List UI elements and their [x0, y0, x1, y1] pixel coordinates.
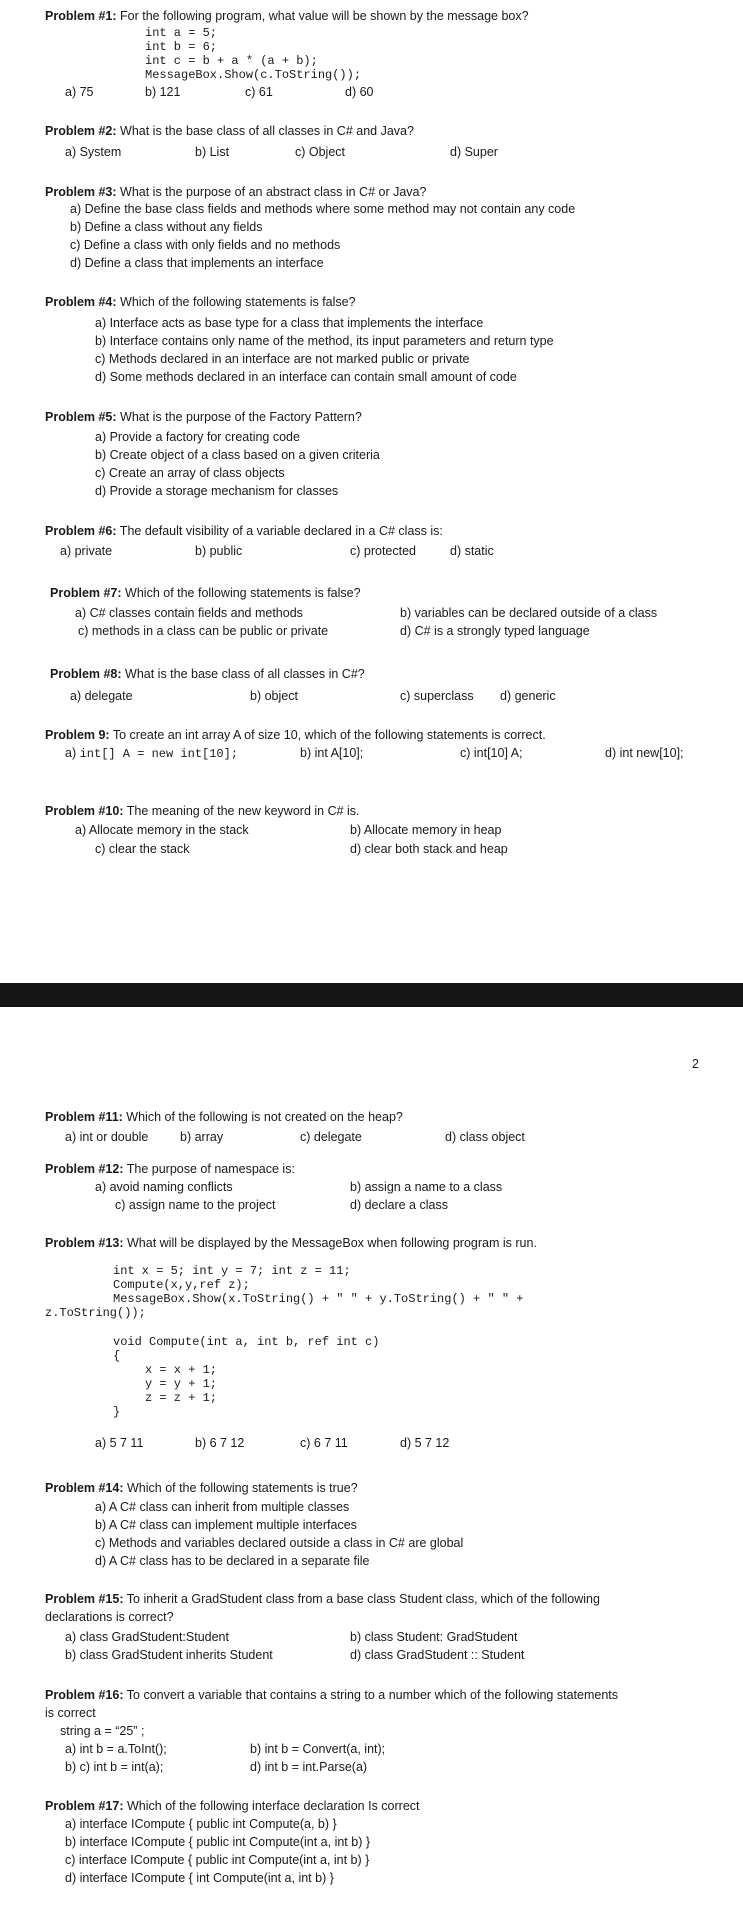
q6-option-d[interactable]: d) static: [450, 544, 494, 558]
q17-stem: [45, 1799, 420, 1813]
q2-option-c[interactable]: c) Object: [295, 145, 346, 159]
q9-option-c[interactable]: c) int[10] A;: [460, 746, 523, 760]
q15-stem: [45, 1592, 600, 1606]
q6-option-a[interactable]: a) private: [60, 544, 113, 558]
q4-label: Problem #4:: [45, 295, 117, 309]
q13-option-a[interactable]: a) 5 7 11: [95, 1436, 144, 1450]
q6-label: Problem #6:: [45, 524, 117, 538]
q14-option-b[interactable]: b) A C# class can implement multiple interfaces: [95, 1518, 357, 1532]
page-number: 2: [692, 1057, 699, 1071]
q13-code-line: x = x + 1;: [145, 1363, 218, 1377]
q12-option-d[interactable]: d) declare a class: [350, 1198, 448, 1212]
q7-label: Problem #7:: [50, 586, 122, 600]
q9-option-a-code: int[] A = new int[10];: [79, 747, 239, 761]
q1-option-c[interactable]: c) 61: [245, 85, 273, 99]
q7-stem: [50, 586, 361, 600]
q13-code-line: z.ToString());: [45, 1306, 146, 1320]
q7-text: Which of the following statements is false?: [121, 586, 361, 600]
q13-text: What will be displayed by the MessageBox when following program is run.: [123, 1236, 537, 1250]
q8-text: What is the base class of all classes in C#?: [121, 667, 365, 681]
q9-option-d[interactable]: d) int new[10];: [605, 746, 684, 760]
q10-option-d[interactable]: d) clear both stack and heap: [350, 842, 508, 856]
q3-text: What is the purpose of an abstract class in C# or Java?: [116, 185, 427, 199]
q17-option-a[interactable]: a) interface ICompute { public int Compute(a, b) }: [65, 1817, 337, 1831]
q9-option-a-prefix: a): [65, 746, 80, 760]
q16-option-a[interactable]: a) int b = a.ToInt();: [65, 1742, 167, 1756]
q17-option-c[interactable]: c) interface ICompute { public int Compute(int a, int b) }: [65, 1853, 370, 1867]
q1-label: Problem #1:: [45, 9, 117, 23]
q5-option-c[interactable]: c) Create an array of class objects: [95, 466, 285, 480]
q16-option-c[interactable]: b) c) int b = int(a);: [65, 1760, 164, 1774]
q5-text: What is the purpose of the Factory Pattern?: [116, 410, 362, 424]
q13-option-c[interactable]: c) 6 7 11: [300, 1436, 348, 1450]
q1-option-d[interactable]: d) 60: [345, 85, 374, 99]
q1-code-line: int b = 6;: [145, 40, 218, 54]
q3-option-c[interactable]: c) Define a class with only fields and no methods: [70, 238, 341, 252]
q3-option-b[interactable]: b) Define a class without any fields: [70, 220, 263, 234]
q11-option-b[interactable]: b) array: [180, 1130, 224, 1144]
q17-label: Problem #17:: [45, 1799, 124, 1813]
q14-option-d[interactable]: d) A C# class has to be declared in a separate file: [95, 1554, 370, 1568]
q14-option-c[interactable]: c) Methods and variables declared outside a class in C# are global: [95, 1536, 464, 1550]
q5-option-a[interactable]: a) Provide a factory for creating code: [95, 430, 300, 444]
q17-text: Which of the following interface declaration Is correct: [123, 1799, 420, 1813]
q10-text: The meaning of the new keyword in C# is.: [123, 804, 360, 818]
q9-stem: [45, 728, 546, 742]
q4-option-a[interactable]: a) Interface acts as base type for a class that implements the interface: [95, 316, 484, 330]
q15-option-b[interactable]: b) class Student: GradStudent: [350, 1630, 518, 1644]
q13-code-line: int x = 5; int y = 7; int z = 11;: [113, 1264, 351, 1278]
q11-option-d[interactable]: d) class object: [445, 1130, 525, 1144]
q12-option-b[interactable]: b) assign a name to a class: [350, 1180, 503, 1194]
q1-code-line: MessageBox.Show(c.ToString());: [145, 68, 362, 82]
q14-stem: [45, 1481, 358, 1495]
q13-code-line: z = z + 1;: [145, 1391, 218, 1405]
q16-option-b[interactable]: b) int b = Convert(a, int);: [250, 1742, 386, 1756]
q15-option-b2[interactable]: b) class GradStudent inherits Student: [65, 1648, 273, 1662]
q1-code-line: int a = 5;: [145, 26, 218, 40]
q8-option-d[interactable]: d) generic: [500, 689, 556, 703]
q12-text: The purpose of namespace is:: [123, 1162, 295, 1176]
q14-label: Problem #14:: [45, 1481, 124, 1495]
q16-label: Problem #16:: [45, 1688, 124, 1702]
q13-code-line: MessageBox.Show(x.ToString() + " " + y.ToString() + " " +: [113, 1292, 524, 1306]
q6-stem: [45, 524, 443, 538]
q2-option-a[interactable]: a) System: [65, 145, 122, 159]
q12-option-a[interactable]: a) avoid naming conflicts: [95, 1180, 233, 1194]
q10-option-b[interactable]: b) Allocate memory in heap: [350, 823, 502, 837]
q13-option-d[interactable]: d) 5 7 12: [400, 1436, 450, 1450]
q3-option-d[interactable]: d) Define a class that implements an interface: [70, 256, 324, 270]
q3-label: Problem #3:: [45, 185, 117, 199]
q4-stem: [45, 295, 356, 309]
q12-option-c[interactable]: c) assign name to the project: [115, 1198, 276, 1212]
q14-text: Which of the following statements is true?: [123, 1481, 358, 1495]
q16-stem: [45, 1688, 618, 1702]
q16-given: string a = “25” ;: [60, 1724, 145, 1738]
q6-text: The default visibility of a variable declared in a C# class is:: [116, 524, 443, 538]
q13-option-b[interactable]: b) 6 7 12: [195, 1436, 245, 1450]
q13-stem: [45, 1236, 537, 1250]
q9-label: Problem 9:: [45, 728, 110, 742]
q4-option-b[interactable]: b) Interface contains only name of the method, its input parameters and return type: [95, 334, 554, 348]
q8-option-c[interactable]: c) superclass: [400, 689, 474, 703]
q2-stem: [45, 124, 414, 138]
q10-stem: [45, 804, 360, 818]
q11-text: Which of the following is not created on the heap?: [122, 1110, 403, 1124]
q16-stem-cont: is correct: [45, 1706, 96, 1720]
q17-option-b[interactable]: b) interface ICompute { public int Compute(int a, int b) }: [65, 1835, 371, 1849]
q4-option-d[interactable]: d) Some methods declared in an interface can contain small amount of code: [95, 370, 517, 384]
q11-label: Problem #11:: [45, 1110, 123, 1124]
q13-code-line: void Compute(int a, int b, ref int c): [113, 1335, 380, 1349]
page-separator: [0, 983, 743, 1007]
q10-label: Problem #10:: [45, 804, 124, 818]
q15-stem-cont: declarations is correct?: [45, 1610, 174, 1624]
q8-option-a[interactable]: a) delegate: [70, 689, 133, 703]
q7-option-a[interactable]: a) C# classes contain fields and methods: [75, 606, 303, 620]
q9-option-a[interactable]: [65, 746, 238, 761]
q1-text: For the following program, what value will be shown by the message box?: [116, 9, 529, 23]
q1-option-b[interactable]: b) 121: [145, 85, 181, 99]
q8-option-b[interactable]: b) object: [250, 689, 298, 703]
q13-code-line: {: [113, 1349, 121, 1363]
q2-option-d[interactable]: d) Super: [450, 145, 498, 159]
q5-label: Problem #5:: [45, 410, 117, 424]
q3-stem: [45, 185, 426, 199]
q16-option-d[interactable]: d) int b = int.Parse(a): [250, 1760, 368, 1774]
q8-label: Problem #8:: [50, 667, 122, 681]
q6-option-c[interactable]: c) protected: [350, 544, 417, 558]
q9-text: To create an int array A of size 10, which of the following statements is correct.: [109, 728, 546, 742]
q7-option-b[interactable]: b) variables can be declared outside of a class: [400, 606, 658, 620]
q8-stem: [50, 667, 365, 681]
q2-label: Problem #2:: [45, 124, 117, 138]
q2-option-b[interactable]: b) List: [195, 145, 230, 159]
q13-code-line: }: [113, 1405, 121, 1419]
q15-option-d[interactable]: d) class GradStudent :: Student: [350, 1648, 525, 1662]
q16-text: To convert a variable that contains a string to a number which of the following statements: [123, 1688, 618, 1702]
q15-option-a[interactable]: a) class GradStudent:Student: [65, 1630, 229, 1644]
q12-stem: [45, 1162, 295, 1176]
q5-stem: [45, 410, 362, 424]
q4-text: Which of the following statements is false?: [116, 295, 356, 309]
q15-text: To inherit a GradStudent class from a base class Student class, which of the following: [123, 1592, 600, 1606]
q11-stem: [45, 1110, 403, 1124]
q5-option-b[interactable]: b) Create object of a class based on a given criteria: [95, 448, 380, 462]
q11-option-a[interactable]: a) int or double: [65, 1130, 149, 1144]
q1-option-a[interactable]: a) 75: [65, 85, 94, 99]
q7-option-d[interactable]: d) C# is a strongly typed language: [400, 624, 590, 638]
q6-option-b[interactable]: b) public: [195, 544, 243, 558]
q15-label: Problem #15:: [45, 1592, 124, 1606]
q12-label: Problem #12:: [45, 1162, 124, 1176]
q2-text: What is the base class of all classes in C# and Java?: [116, 124, 414, 138]
q13-code-line: y = y + 1;: [145, 1377, 218, 1391]
q11-option-c[interactable]: c) delegate: [300, 1130, 362, 1144]
q10-option-a[interactable]: a) Allocate memory in the stack: [75, 823, 249, 837]
q7-option-c[interactable]: c) methods in a class can be public or private: [78, 624, 329, 638]
q13-label: Problem #13:: [45, 1236, 124, 1250]
q1-code-line: int c = b + a * (a + b);: [145, 54, 318, 68]
q3-option-a[interactable]: a) Define the base class fields and methods where some method may not contain any code: [70, 202, 576, 216]
q10-option-c[interactable]: c) clear the stack: [95, 842, 190, 856]
q5-option-d[interactable]: d) Provide a storage mechanism for classes: [95, 484, 339, 498]
q1-stem: [45, 9, 529, 23]
q14-option-a[interactable]: a) A C# class can inherit from multiple classes: [95, 1500, 350, 1514]
q9-option-b[interactable]: b) int A[10];: [300, 746, 364, 760]
q13-code-line: Compute(x,y,ref z);: [113, 1278, 250, 1292]
q17-option-d[interactable]: d) interface ICompute { int Compute(int a, int b) }: [65, 1871, 334, 1885]
q4-option-c[interactable]: c) Methods declared in an interface are not marked public or private: [95, 352, 470, 366]
